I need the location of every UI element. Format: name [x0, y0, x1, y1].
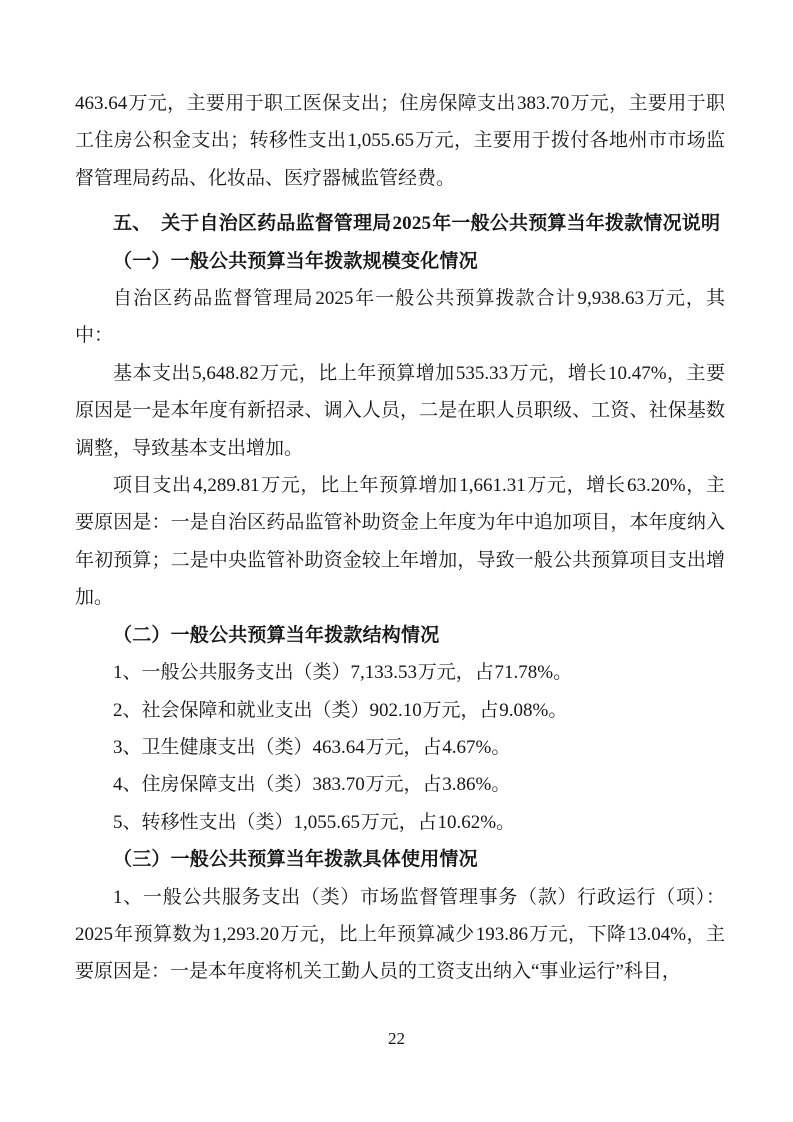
- list-item-5: 5、转移性支出（类）1,055.65 万元，占 10.62%。: [113, 811, 516, 833]
- body-paragraph-continuation: 463.64 万元，主要用于职工医保支出；住房保障支出 383.70 万元，主要用于职工住房公积金支出；转移性支出 1,055.65 万元，主要用于拨付各地州市市场监督管理局药品、化妆品、医疗器械监管经费。: [75, 93, 725, 189]
- body-paragraph-basic-expenditure: 基本支出 5,648.82 万元，比上年预算增加 535.33 万元，增长 10.47%，主要原因是一是本年度有新招录、调入人员，二是在职人员职级、工资、社保基数调整，导致基本支出增加。: [75, 362, 725, 459]
- body-paragraph-total: 自治区药品监督管理局 2025 年一般公共预算拨款合计 9,938.63 万元，其中：: [75, 288, 725, 347]
- subsection-heading-two: （二）一般公共预算当年拨款结构情况: [113, 624, 440, 646]
- subsection-heading-one: （一）一般公共预算当年拨款规模变化情况: [113, 250, 478, 272]
- document-content: [75, 85, 725, 991]
- body-paragraph-detail-usage: 1、一般公共服务支出（类）市场监督管理事务（款）行政运行（项）：2025 年预算数为 1,293.20 万元，比上年预算减少 193.86 万元，下降 13.04%，主要原因是：一是本年度将机关工勤人员的工资支出纳入“事业运行”科目，: [75, 886, 725, 983]
- list-item-1: 1、一般公共服务支出（类）7,133.53 万元，占 71.78%。: [113, 662, 573, 684]
- body-paragraph-project-expenditure: 项目支出 4,289.81 万元，比上年预算增加 1,661.31 万元，增长 63.20%，主要原因是：一是自治区药品监管补助资金上年度为年中追加项目，本年度纳入年初预算；二是中央监管补助资金较上年增加，导致一般公共预算项目支出增加。: [75, 475, 725, 609]
- section-heading-five: 五、 关于自治区药品监督管理局 2025 年一般公共预算当年拨款情况说明: [113, 213, 721, 235]
- list-item-3: 3、卫生健康支出（类）463.64 万元，占 4.67%。: [113, 736, 511, 758]
- list-item-2: 2、社会保障和就业支出（类）902.10 万元，占 9.08%。: [113, 699, 568, 721]
- list-item-4: 4、住房保障支出（类）383.70 万元，占 3.86%。: [113, 774, 511, 796]
- subsection-heading-three: （三）一般公共预算当年拨款具体使用情况: [113, 849, 478, 871]
- page-number: 22: [388, 1029, 405, 1048]
